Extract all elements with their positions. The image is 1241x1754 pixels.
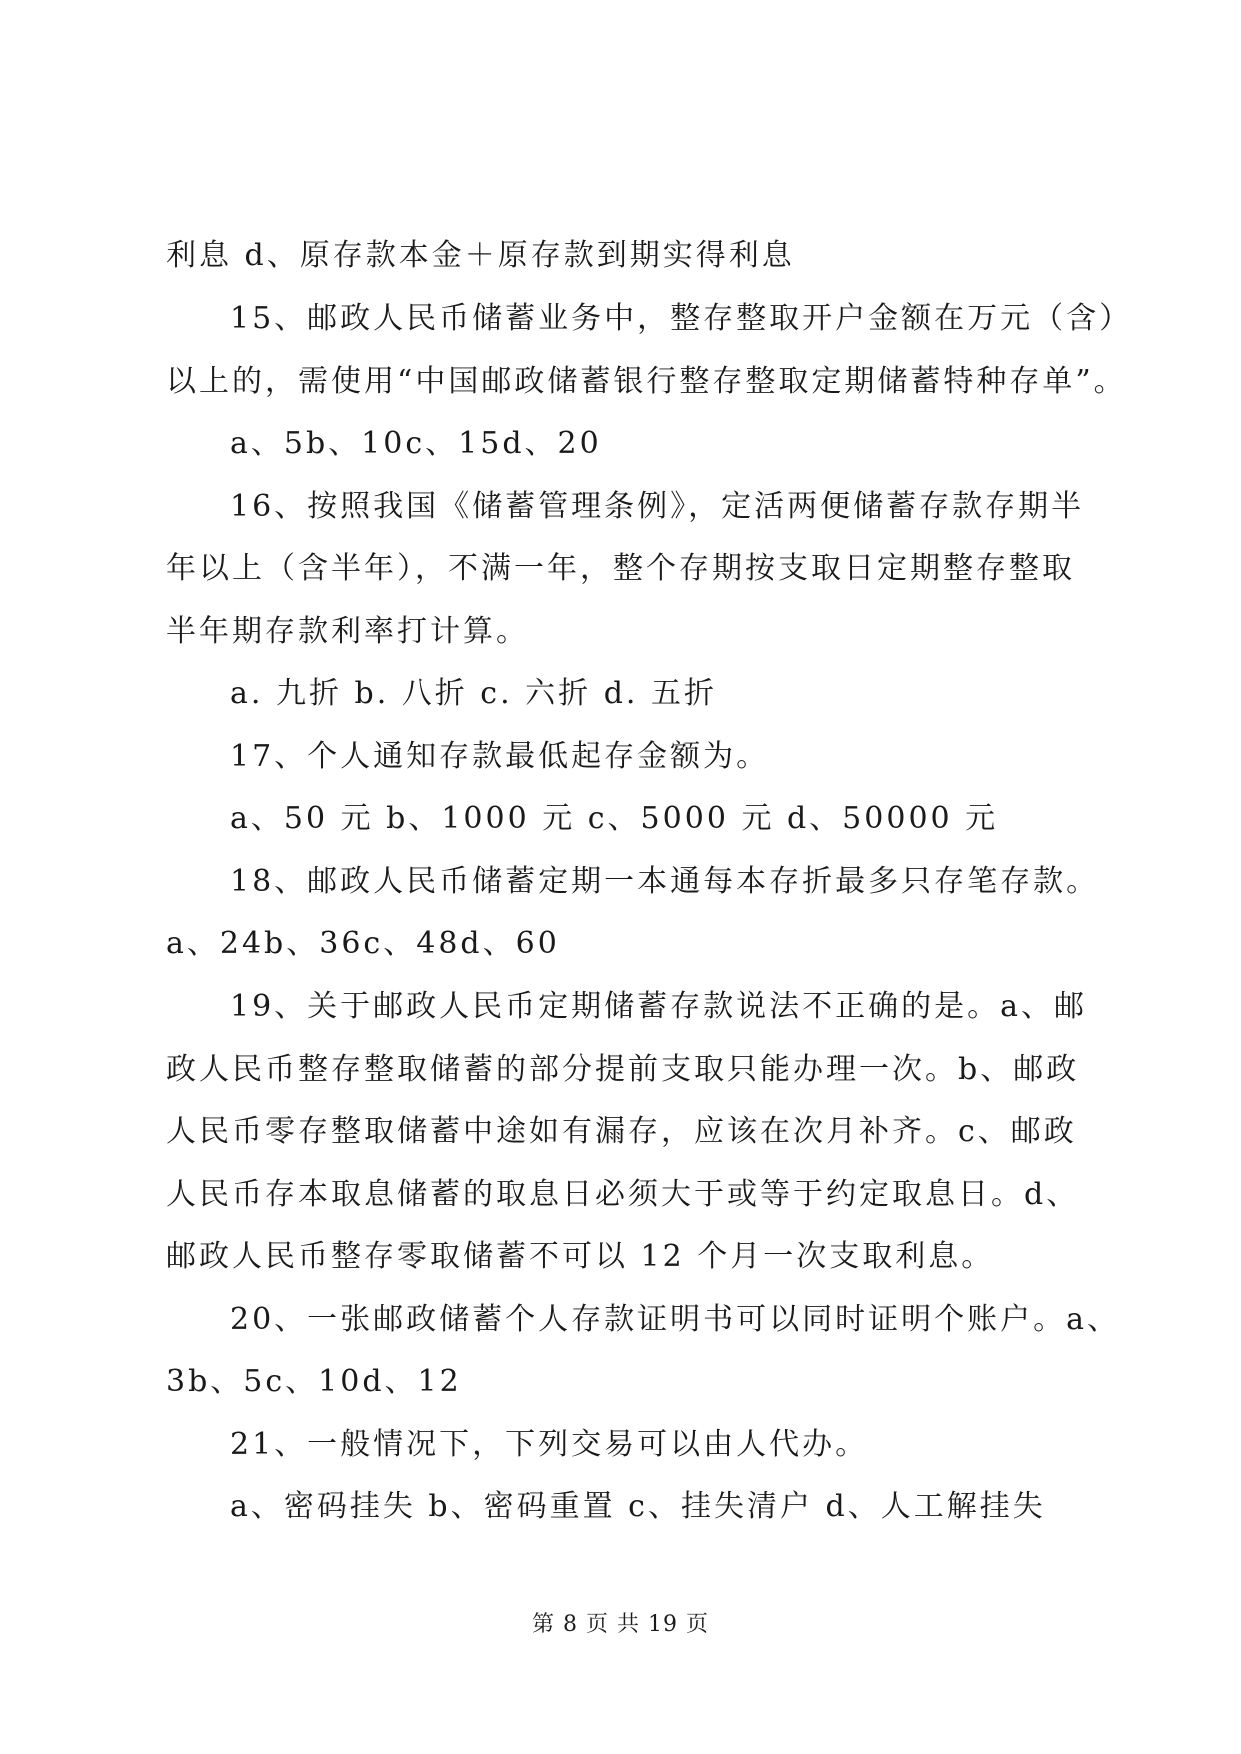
text-line: 以上的，需使用“中国邮政储蓄银行整存整取定期储蓄特种存单”。	[166, 364, 1127, 399]
text-line: 17、个人通知存款最低起存金额为。	[230, 739, 770, 774]
text-line: 20、一张邮政储蓄个人存款证明书可以同时证明个账户。a、	[230, 1302, 1121, 1337]
text-line: 半年期存款利率打计算。	[166, 614, 529, 649]
text-line: 人民币存本取息储蓄的取息日必须大于或等于约定取息日。d、	[166, 1177, 1080, 1212]
text-line: 利息 d、原存款本金＋原存款到期实得利息	[166, 238, 795, 273]
text-line: 政人民币整存整取储蓄的部分提前支取只能办理一次。b、邮政	[166, 1052, 1080, 1087]
text-line: 邮政人民币整存零取储蓄不可以 12 个月一次支取利息。	[166, 1239, 995, 1274]
page-number: 第 8 页 共 19 页	[532, 1612, 709, 1637]
text-line: 21、一般情况下，下列交易可以由人代办。	[230, 1427, 869, 1462]
text-line: a、50 元 b、1000 元 c、5000 元 d、50000 元	[230, 801, 999, 836]
text-line: a、密码挂失 b、密码重置 c、挂失清户 d、人工解挂失	[230, 1489, 1046, 1524]
text-line: 15、邮政人民币储蓄业务中，整存整取开户金额在万元（含）	[230, 301, 1133, 336]
text-line: a、5b、10c、15d、20	[230, 426, 602, 461]
text-line: 3b、5c、10d、12	[166, 1364, 462, 1399]
text-line: 19、关于邮政人民币定期储蓄存款说法不正确的是。a、邮	[230, 989, 1088, 1024]
text-line: 16、按照我国《储蓄管理条例》，定活两便储蓄存款存期半	[230, 489, 1085, 524]
text-line: 人民币零存整取储蓄中途如有漏存，应该在次月补齐。c、邮政	[166, 1114, 1077, 1149]
text-line: 18、邮政人民币储蓄定期一本通每本存折最多只存笔存款。	[230, 864, 1100, 899]
text-line: 年以上（含半年），不满一年，整个存期按支取日定期整存整取	[166, 551, 1075, 586]
text-line: a. 九折 b. 八折 c. 六折 d. 五折	[230, 676, 717, 711]
text-line: a、24b、36c、48d、60	[166, 926, 560, 961]
